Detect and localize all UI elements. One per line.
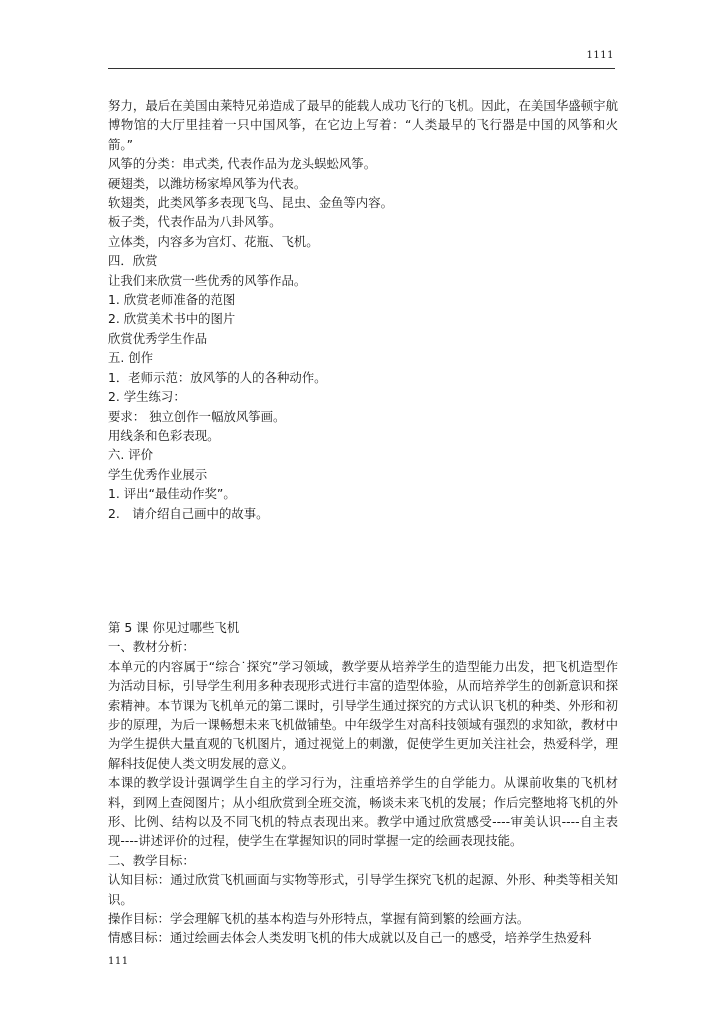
header-rule — [108, 68, 615, 69]
appreciation-line: 1. 欣赏老师准备的范图 — [108, 292, 236, 308]
evaluation-line: 1. 评出“最佳动作奖”。 — [108, 486, 236, 502]
creation-line: 1．老师示范：放风筝的人的各种动作。 — [108, 369, 327, 385]
analysis-paragraph: 本单元的内容属于“综合˙探究”学习领域，教学要从培养学生的造型能力出发，把飞机造型作为活动目标，引导学生利用多种表现形式进行丰富的造型体验，从而培养学生的创新意识和探索精神。本节课为飞机单元的第二课时，引导学生通过探究的方式认识飞机的种类、外形和初步的原理，为后一课畅想未来飞机做铺垫。中年级学生对高科技领域有强烈的求知欲，教材中为学生提供大量直观的飞机图片，通过视觉上的刺激，促使学生更加关注社会，热爱科学，理解科技促使人类文明发展的意义。 — [108, 658, 618, 771]
creation-heading: 五. 创作 — [108, 350, 154, 366]
analysis-heading: 一、教材分析： — [108, 639, 195, 655]
evaluation-heading: 六. 评价 — [108, 447, 154, 463]
evaluation-line: 2. 请介绍自己画中的故事。 — [108, 505, 269, 521]
goal-emotional: 情感目标：通过绘画去体会人类发明飞机的伟大成就以及自己一的感受，培养学生热爱科 — [108, 930, 592, 946]
goals-heading: 二、教学目标： — [108, 852, 195, 868]
footer-page-number: 111 — [108, 956, 129, 967]
evaluation-line: 学生优秀作业展示 — [108, 466, 208, 482]
goal-cognitive: 认知目标：通过欣赏飞机画面与实物等形式，引导学生探究飞机的起源、外形、种类等相关知识。 — [108, 872, 618, 907]
creation-line: 用线条和色彩表现。 — [108, 427, 220, 443]
creation-line: 2. 学生练习： — [108, 389, 186, 405]
kite-type-line: 板子类，代表作品为八卦风筝。 — [108, 214, 282, 230]
appreciation-line: 欣赏优秀学生作品 — [108, 330, 208, 346]
header-page-number: 1111 — [586, 50, 614, 61]
goal-operational: 操作目标：学会理解飞机的基本构造与外形特点，掌握有简到繁的绘画方法。 — [108, 911, 530, 927]
appreciation-line: 2. 欣赏美术书中的图片 — [108, 311, 236, 327]
kite-type-line: 硬翅类，以潍坊杨家埠风筝为代表。 — [108, 175, 307, 191]
kite-type-line: 风筝的分类：串式类, 代表作品为龙头蜈蚣风筝。 — [108, 156, 377, 172]
blank-space — [108, 523, 618, 618]
analysis-paragraph: 本课的教学设计强调学生自主的学习行为，注重培养学生的自学能力。从课前收集的飞机材料，到网上查阅图片；从小组欣赏到全班交流，畅谈未来飞机的发展；作后完整地将飞机的外形、比例、结构以及不同飞机的特点表现出来。教学中通过欣赏感受----审美认识----自主表现----讲述评价的过程，使学生在掌握知识的同时掌握一定的绘画表现技能。 — [108, 775, 618, 849]
creation-line: 要求： 独立创作一幅放风筝画。 — [108, 408, 286, 424]
intro-paragraph: 努力，最后在美国由莱特兄弟造成了最早的能载人成功飞行的飞机。因此，在美国华盛顿宇航博物馆的大厅里挂着一只中国风筝，在它边上写着：“人类最早的飞行器是中国的风筝和火箭。” — [108, 98, 618, 152]
document-body — [108, 96, 618, 948]
appreciation-line: 让我们来欣赏一些优秀的风筝作品。 — [108, 272, 307, 288]
appreciation-heading: 四．欣赏 — [108, 253, 158, 269]
kite-type-line: 软翅类，此类风筝多表现飞鸟、昆虫、金鱼等内容。 — [108, 195, 393, 211]
kite-type-line: 立体类，内容多为宫灯、花瓶、飞机。 — [108, 233, 319, 249]
lesson-title: 第 5 课 你见过哪些飞机 — [108, 619, 240, 635]
